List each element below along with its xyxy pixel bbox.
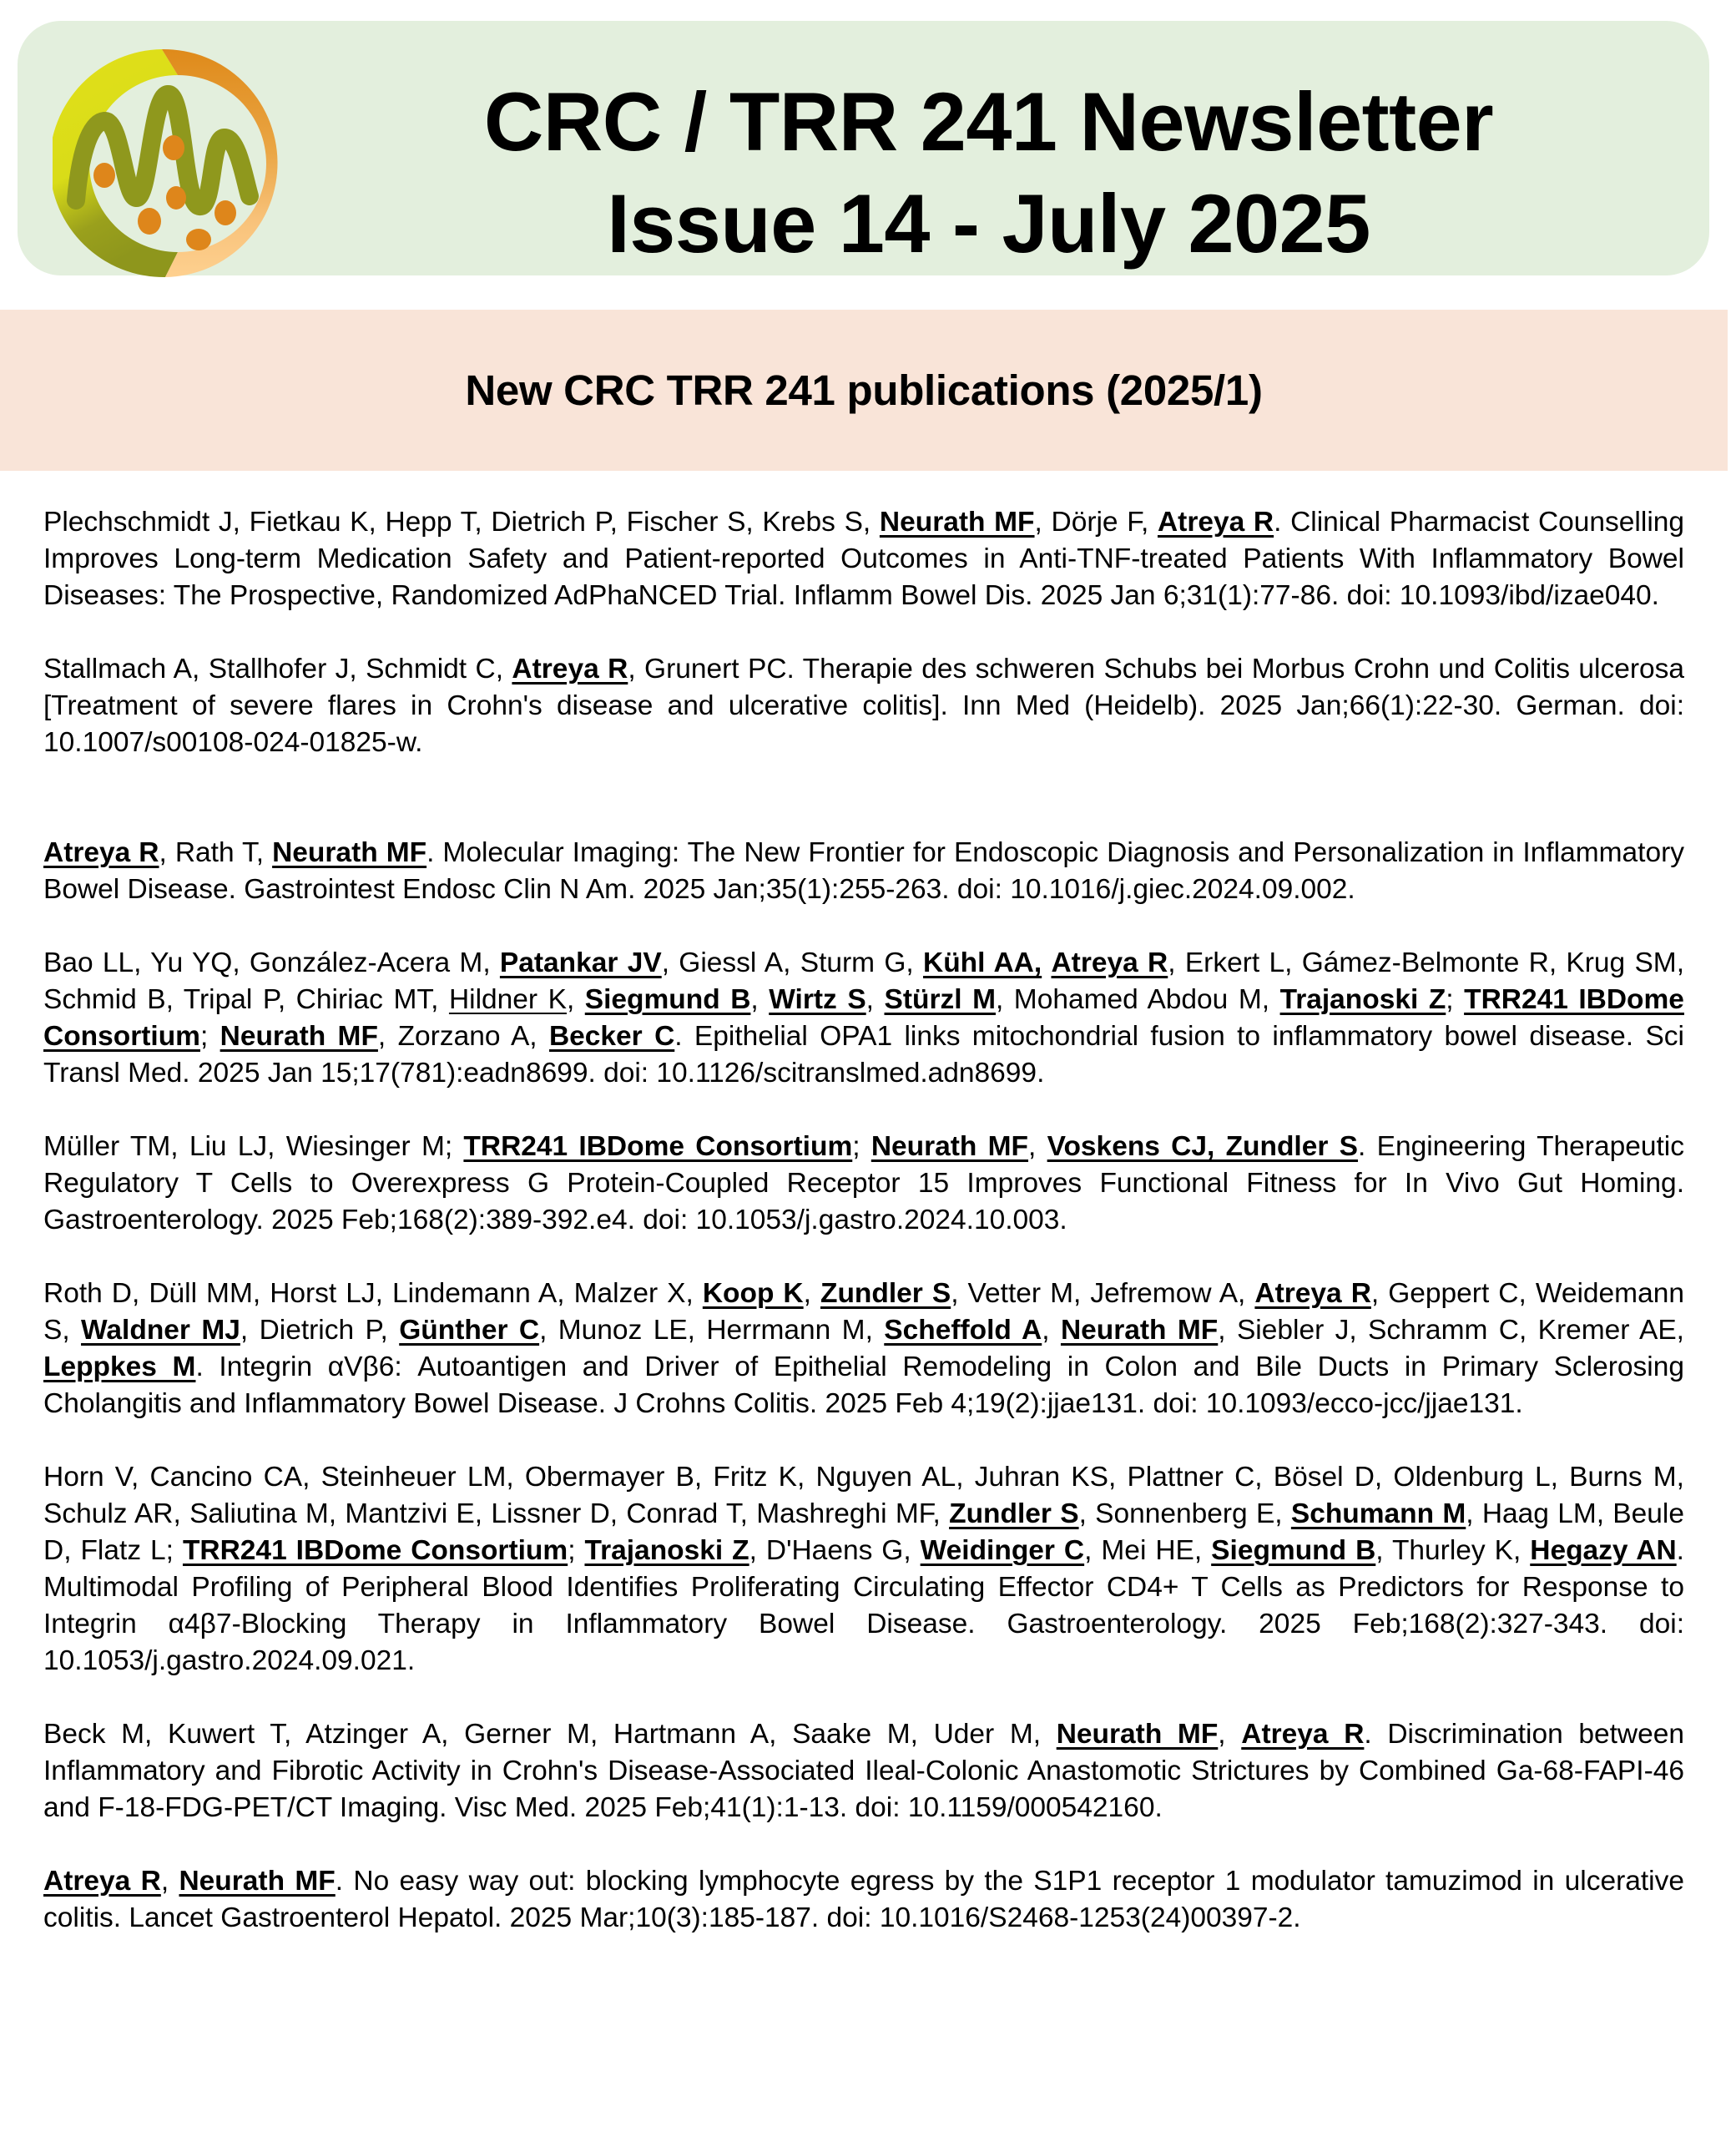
highlighted-author: Voskens CJ, Zundler S xyxy=(1047,1131,1359,1162)
citation-text: ; xyxy=(852,1131,871,1162)
logo-dot xyxy=(186,229,211,250)
citation-text: ; xyxy=(1446,984,1465,1015)
highlighted-author: Siegmund B xyxy=(584,984,751,1015)
logo-dot xyxy=(93,163,115,188)
section-header-publications xyxy=(0,310,1728,471)
highlighted-author: Neurath MF xyxy=(220,1021,378,1052)
citation-text: . Molecular Imaging: The New Frontier for Endoscopic Diagnosis and Personalization in Inflammatory Bowel Disease. Gastrointest Endosc Clin N Am. 2025 Jan;35(1):255-263. doi: 10.1016/j.giec.2024.09.002. xyxy=(43,837,1685,905)
newsletter-header xyxy=(18,21,1709,275)
citation-text: . Engineering Therapeutic Regulatory T Cells to Overexpress G Protein-Coupled Receptor 15 Improves Functional Fitness for In Vivo Gut Homing. Gastroenterology. 2025 Feb;168(2):389-392.e4. doi: 10.1053/j.gastro.2024.10.003. xyxy=(43,1131,1684,1235)
highlighted-author: Kühl AA, xyxy=(923,947,1042,978)
highlighted-author: TRR241 IBDome Consortium xyxy=(463,1131,853,1162)
citation-text: , Rath T, xyxy=(159,837,273,868)
citation-text: , xyxy=(803,1278,820,1309)
citation-text: , Thurley K, xyxy=(1375,1535,1531,1566)
citation-text: , Haag LM, Beule D, Flatz L; xyxy=(43,1498,1684,1566)
newsletter-issue-line: Issue 14 - July 2025 xyxy=(607,177,1370,270)
publication-entry xyxy=(43,1129,1684,1239)
highlighted-author: Scheffold A xyxy=(884,1315,1042,1346)
citation-text: , Munoz LE, Herrmann M, xyxy=(539,1315,885,1346)
highlighted-author: Atreya R xyxy=(1254,1278,1371,1309)
highlighted-author: Atreya R xyxy=(43,837,159,868)
highlighted-author: Neurath MF xyxy=(1056,1719,1219,1750)
highlighted-author: Waldner MJ xyxy=(81,1315,240,1346)
highlighted-author: Koop K xyxy=(702,1278,804,1309)
citation-text: , Dietrich P, xyxy=(240,1315,400,1346)
highlighted-author: Schumann M xyxy=(1290,1498,1466,1529)
citation-text: ; xyxy=(199,1021,220,1052)
citation-text: , Mei HE, xyxy=(1084,1535,1212,1566)
citation-text: Müller TM, Liu LJ, Wiesinger M; xyxy=(43,1131,464,1162)
highlighted-author: Zundler S xyxy=(949,1498,1079,1529)
citation-text: , Dörje F, xyxy=(1034,507,1158,538)
highlighted-author: Zundler S xyxy=(820,1278,951,1309)
publication-list xyxy=(43,504,1684,1973)
citation-text: Horn V, Cancino CA, Steinheuer LM, Obermayer B, Fritz K, Nguyen AL, Juhran KS, Plattner C, Bösel D, Oldenburg L, Burns M, Schulz AR, Saliutina M, Mantzivi E, Lissner D, Conrad T, Mashreghi MF, xyxy=(43,1462,1684,1529)
highlighted-author: Hegazy AN xyxy=(1530,1535,1677,1566)
citation-text xyxy=(1042,947,1051,978)
logo-dot xyxy=(163,135,184,160)
highlighted-author: Stürzl M xyxy=(884,984,996,1015)
crc-trr241-logo-icon xyxy=(53,46,288,281)
citation-text: , D'Haens G, xyxy=(749,1535,921,1566)
highlighted-author: Neurath MF xyxy=(871,1131,1029,1162)
publication-entry xyxy=(43,504,1684,614)
publication-entry xyxy=(43,945,1684,1092)
publication-entry xyxy=(43,651,1684,761)
citation-text: . No easy way out: blocking lymphocyte egress by the S1P1 receptor 1 modulator tamuzimod in ulcerative colitis. Lancet Gastroenterol Hepatol. 2025 Mar;10(3):185-187. doi: 10.1016/S2468-1253(24)00397-2. xyxy=(43,1866,1685,1933)
section-title: New CRC TRR 241 publications (2025/1) xyxy=(465,366,1263,414)
logo-dot xyxy=(214,200,236,225)
highlighted-author: Trajanoski Z xyxy=(1279,984,1446,1015)
underlined-author: Hildner K xyxy=(448,984,567,1015)
highlighted-author: Günther C xyxy=(399,1315,540,1346)
highlighted-author: Trajanoski Z xyxy=(584,1535,749,1566)
citation-text: Roth D, Düll MM, Horst LJ, Lindemann A, Malzer X, xyxy=(43,1278,703,1309)
citation-text: , xyxy=(1042,1315,1061,1346)
citation-text: Plechschmidt J, Fietkau K, Hepp T, Dietrich P, Fischer S, Krebs S, xyxy=(43,507,880,538)
citation-text: . Integrin αVβ6: Autoantigen and Driver of Epithelial Remodeling in Colon and Bile Ducts in Primary Sclerosing Cholangitis and Inflammatory Bowel Disease. J Crohns Colitis. 2025 Feb 4;19(2):jjae131. doi: 10.1093/ecco-jcc/jjae131. xyxy=(43,1351,1684,1419)
citation-text: , Grunert PC. Therapie des schweren Schubs bei Morbus Crohn und Colitis ulcerosa [Treatment of severe flares in Crohn's disease and ulcerative colitis]. Inn Med (Heidelb). 2025 Jan;66(1):22-30. German. doi: 10.1007/s00108-024-01825-w. xyxy=(43,654,1685,758)
citation-text: , xyxy=(1028,1131,1047,1162)
publication-entry xyxy=(43,1716,1684,1826)
highlighted-author: Atreya R xyxy=(43,1866,161,1897)
highlighted-author: Becker C xyxy=(548,1021,675,1052)
highlighted-author: Patankar JV xyxy=(499,947,662,978)
citation-text: . Clinical Pharmacist Counselling Improves Long-term Medication Safety and Patient-reported Outcomes in Anti-TNF-treated Patients With Inflammatory Bowel Diseases: The Prospective, Randomized AdPhaNCED Trial. Inflamm Bowel Dis. 2025 Jan 6;31(1):77-86. doi: 10.1093/ibd/izae040. xyxy=(43,507,1685,611)
newsletter-title-line1: CRC / TRR 241 Newsletter xyxy=(483,75,1494,168)
publication-entry xyxy=(43,1863,1684,1937)
citation-text: ; xyxy=(568,1535,585,1566)
citation-text: Stallmach A, Stallhofer J, Schmidt C, xyxy=(43,654,512,685)
publication-entry xyxy=(43,1276,1684,1422)
highlighted-author: Neurath MF xyxy=(1060,1315,1219,1346)
citation-text: , Zorzano A, xyxy=(377,1021,549,1052)
citation-text: Bao LL, Yu YQ, González-Acera M, xyxy=(43,947,500,978)
citation-text: , xyxy=(1218,1719,1242,1750)
citation-text: Beck M, Kuwert T, Atzinger A, Gerner M, Hartmann A, Saake M, Uder M, xyxy=(43,1719,1057,1750)
highlighted-author: Neurath MF xyxy=(179,1866,336,1897)
citation-text: . Epithelial OPA1 links mitochondrial fusion to inflammatory bowel disease. Sci Transl Med. 2025 Jan 15;17(781):eadn8699. doi: 10.1126/scitranslmed.adn8699. xyxy=(43,1021,1684,1089)
citation-text: , Siebler J, Schramm C, Kremer AE, xyxy=(1218,1315,1684,1346)
publication-entry xyxy=(43,1459,1684,1680)
citation-text: , xyxy=(865,984,885,1015)
highlighted-author: Atreya R xyxy=(512,654,628,685)
highlighted-author: Leppkes M xyxy=(43,1351,196,1382)
citation-text: , Sonnenberg E, xyxy=(1078,1498,1291,1529)
highlighted-author: Wirtz S xyxy=(769,984,866,1015)
highlighted-author: Atreya R xyxy=(1051,947,1168,978)
highlighted-author: Weidinger C xyxy=(920,1535,1085,1566)
citation-text: , xyxy=(750,984,770,1015)
citation-text: , xyxy=(160,1866,179,1897)
logo-dot xyxy=(138,208,161,235)
citation-text: , Erkert L, Gámez-Belmonte R, Krug SM, Schmid B, Tripal P, Chiriac MT, xyxy=(43,947,1685,1015)
highlighted-author: Atreya R xyxy=(1241,1719,1365,1750)
citation-text: , Vetter M, Jefremow A, xyxy=(951,1278,1255,1309)
highlighted-author: TRR241 IBDome Consortium xyxy=(182,1535,568,1566)
highlighted-author: Neurath MF xyxy=(879,507,1035,538)
citation-text: , Mohamed Abdou M, xyxy=(995,984,1280,1015)
citation-text: , xyxy=(566,984,585,1015)
highlighted-author: TRR241 IBDome Consortium xyxy=(43,984,1684,1052)
citation-text: . Multimodal Profiling of Peripheral Blood Identifies Proliferating Circulating Effector CD4+ T Cells as Predictors for Response to Integrin α4β7-Blocking Therapy in Inflammatory Bowel Disease. Gastroenterology. 2025 Feb;168(2):327-343. doi: 10.1053/j.gastro.2024.09.021. xyxy=(43,1535,1684,1676)
citation-text: . Discrimination between Inflammatory and Fibrotic Activity in Crohn's Disease-Associated Ileal-Colonic Anastomotic Strictures by Combined Ga-68-FAPI-46 and F-18-FDG-PET/CT Imaging. Visc Med. 2025 Feb;41(1):1-13. doi: 10.1159/000542160. xyxy=(43,1719,1685,1823)
citation-text: , Geppert C, Weidemann S, xyxy=(43,1278,1684,1346)
highlighted-author: Siegmund B xyxy=(1211,1535,1376,1566)
logo-dot xyxy=(166,186,186,210)
highlighted-author: Atreya R xyxy=(1157,507,1274,538)
citation-text: , Giessl A, Sturm G, xyxy=(661,947,924,978)
newsletter-title xyxy=(293,71,1684,275)
highlighted-author: Neurath MF xyxy=(272,837,427,868)
publication-entry xyxy=(43,835,1684,908)
